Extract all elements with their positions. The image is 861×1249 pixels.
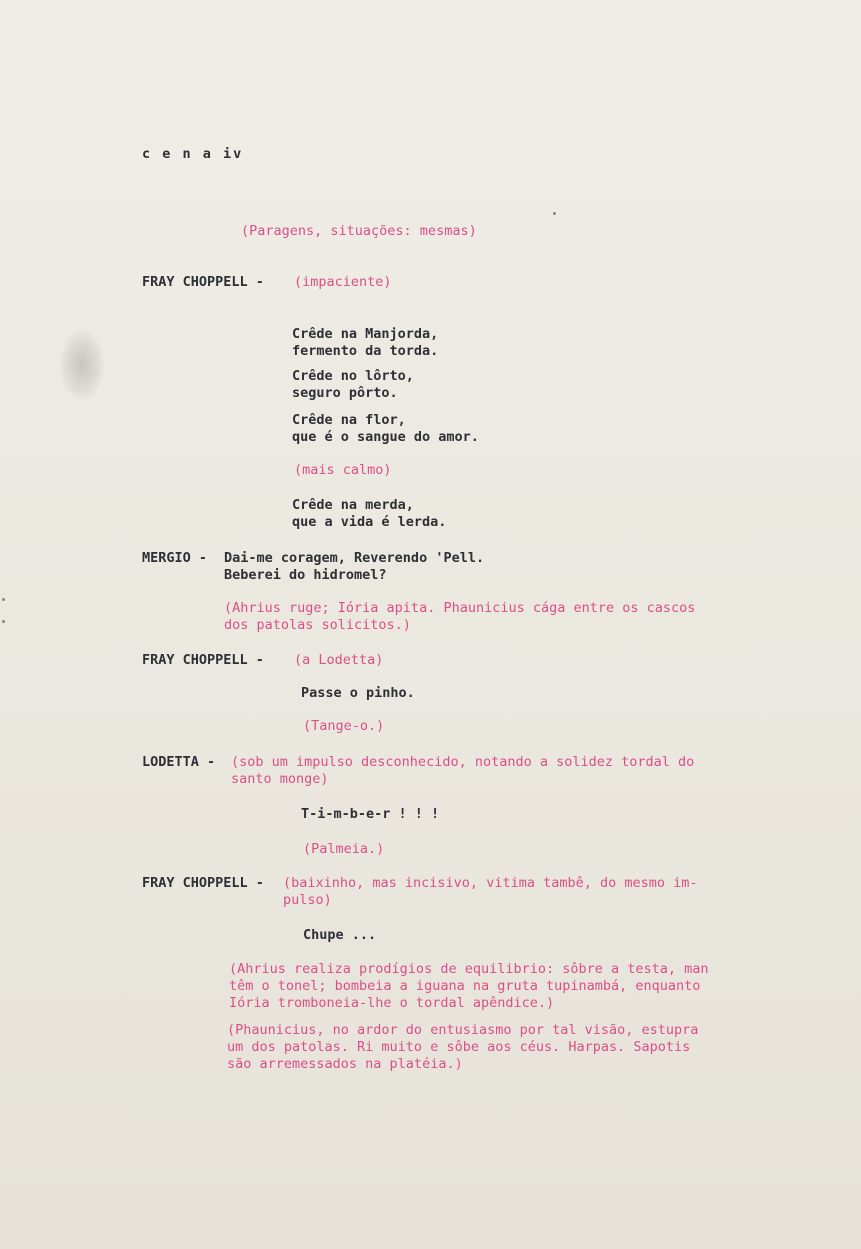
stage-direction: (Ahrius ruge; Iória apita. Phaunicius cága entre os cascos bbox=[224, 600, 696, 616]
stage-direction: (Tange-o.) bbox=[303, 718, 385, 734]
stage-direction: (mais calmo) bbox=[294, 462, 392, 478]
paper-speck bbox=[2, 620, 5, 623]
stage-direction: são arremessados na platéia.) bbox=[227, 1056, 463, 1072]
speaker-lodetta: LODETTA - bbox=[142, 754, 216, 770]
paper-stain bbox=[60, 330, 104, 400]
verse-line: Crêde na flor, bbox=[292, 412, 406, 428]
dialogue-line: Chupe ... bbox=[303, 927, 377, 943]
speaker-fray-choppell: FRAY CHOPPELL - bbox=[142, 274, 264, 290]
verse-line: seguro pôrto. bbox=[292, 385, 398, 401]
speaker-mergio: MERGIO - bbox=[142, 550, 208, 566]
dialogue-line: Passe o pinho. bbox=[301, 685, 415, 701]
speaker-fray-choppell: FRAY CHOPPELL - bbox=[142, 875, 264, 891]
dialogue-line: T-i-m-b-e-r ! ! ! bbox=[301, 806, 440, 822]
stage-direction: um dos patolas. Ri muito e sôbe aos céus. Harpas. Sapotis bbox=[227, 1039, 691, 1055]
scene-title: c e n a iv bbox=[142, 146, 244, 162]
stage-direction: pulso) bbox=[283, 892, 332, 908]
verse-line: Crêde na Manjorda, bbox=[292, 326, 439, 342]
stage-direction: (sob um impulso desconhecido, notando a solidez tordal do bbox=[231, 754, 695, 770]
stage-direction: (baixinho, mas incisivo, vitima tambê, do mesmo im- bbox=[283, 875, 698, 891]
stage-direction: (a Lodetta) bbox=[294, 652, 384, 668]
speaker-fray-choppell: FRAY CHOPPELL - bbox=[142, 652, 264, 668]
stage-direction: santo monge) bbox=[231, 771, 329, 787]
verse-line: que é o sangue do amor. bbox=[292, 429, 479, 445]
verse-line: Crêde no lôrto, bbox=[292, 368, 414, 384]
dialogue-line: Beberei do hidromel? bbox=[224, 567, 387, 583]
paper-speck bbox=[553, 212, 556, 215]
stage-direction: Iória tromboneia-lhe o tordal apêndice.) bbox=[229, 995, 555, 1011]
verse-line: fermento da torda. bbox=[292, 343, 439, 359]
stage-direction-intro: (Paragens, situações: mesmas) bbox=[241, 223, 477, 239]
stage-direction: (Ahrius realiza prodígios de equilibrio: sôbre a testa, man bbox=[229, 961, 709, 977]
verse-line: que a vida é lerda. bbox=[292, 514, 447, 530]
stage-direction: (Palmeia.) bbox=[303, 841, 385, 857]
stage-direction: têm o tonel; bombeia a iguana na gruta tupinambá, enquanto bbox=[229, 978, 701, 994]
stage-direction: (impaciente) bbox=[294, 274, 392, 290]
verse-line: Crêde na merda, bbox=[292, 497, 414, 513]
dialogue-line: Dai-me coragem, Reverendo 'Pell. bbox=[224, 550, 485, 566]
paper-speck bbox=[2, 598, 5, 601]
stage-direction: (Phaunicius, no ardor do entusiasmo por tal visão, estupra bbox=[227, 1022, 699, 1038]
stage-direction: dos patolas solicitos.) bbox=[224, 617, 411, 633]
